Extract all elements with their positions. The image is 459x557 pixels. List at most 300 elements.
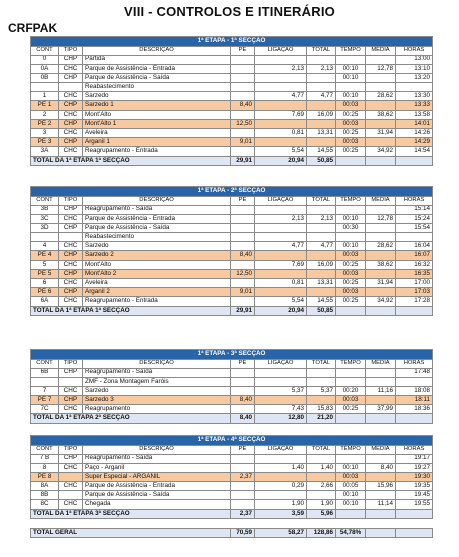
- cell-tipo: CHP: [59, 119, 83, 128]
- cell-tipo: [59, 472, 83, 481]
- table-row: [31, 377, 433, 386]
- cell-desc: Parque de Assistência - Saída: [83, 223, 231, 232]
- cell-lig: [255, 251, 307, 260]
- cell-media: 38,62: [366, 260, 396, 269]
- table-row: [31, 64, 433, 73]
- cell-desc: Partida: [83, 55, 231, 64]
- cell-tempo: 00:10: [336, 64, 366, 73]
- cell-horas: 14:01: [396, 119, 433, 128]
- cell-cont: 7C: [31, 405, 59, 414]
- cell-media: [366, 454, 396, 463]
- cell-tipo: CHC: [59, 64, 83, 73]
- grand-total-pct: 54,78%: [336, 529, 366, 538]
- section-total-empty: [336, 306, 366, 315]
- cell-lig: [255, 223, 307, 232]
- cell-total: 4,77: [307, 242, 336, 251]
- cell-tipo: CHP: [59, 73, 83, 82]
- column-header: MEDIA: [366, 359, 396, 368]
- table-row: [31, 500, 433, 509]
- cell-desc: Mont'Alto 1: [83, 119, 231, 128]
- column-header: DESCRIÇÃO: [83, 445, 231, 454]
- cell-lig: [255, 396, 307, 405]
- cell-desc: Sarzedo 2: [83, 251, 231, 260]
- section-total-empty: [336, 156, 366, 165]
- cell-tipo: CHC: [59, 147, 83, 156]
- cell-lig: [255, 83, 307, 92]
- cell-total: 13,31: [307, 279, 336, 288]
- section-total-empty: [336, 509, 366, 518]
- cell-cont: 8: [31, 463, 59, 472]
- cell-total: [307, 368, 336, 377]
- cell-total: 5,37: [307, 386, 336, 395]
- table-row: [31, 119, 433, 128]
- cell-total: [307, 205, 336, 214]
- table-row: [31, 242, 433, 251]
- cell-pe: [231, 491, 255, 500]
- cell-lig: [255, 73, 307, 82]
- cell-tempo: 00:03: [336, 269, 366, 278]
- cell-total: [307, 269, 336, 278]
- section-total-pe: 29,91: [231, 306, 255, 315]
- cell-lig: 0,81: [255, 129, 307, 138]
- cell-total: [307, 55, 336, 64]
- table-row: [31, 129, 433, 138]
- cell-lig: 0,81: [255, 279, 307, 288]
- cell-tipo: CHC: [59, 297, 83, 306]
- cell-tipo: CHC: [59, 214, 83, 223]
- cell-desc: Reagrupamento - Entrada: [83, 147, 231, 156]
- cell-tipo: CHC: [59, 129, 83, 138]
- table-row: [31, 396, 433, 405]
- cell-cont: 3C: [31, 214, 59, 223]
- cell-lig: [255, 288, 307, 297]
- header-row: [31, 196, 433, 205]
- cell-lig: 1,90: [255, 500, 307, 509]
- cell-media: [366, 119, 396, 128]
- cell-pe: [231, 279, 255, 288]
- cell-tipo: CHC: [59, 463, 83, 472]
- section-total-empty: [396, 156, 433, 165]
- cell-lig: 4,77: [255, 242, 307, 251]
- cell-tempo: [336, 233, 366, 242]
- cell-total: [307, 491, 336, 500]
- cell-tempo: 00:05: [336, 482, 366, 491]
- cell-media: [366, 396, 396, 405]
- grand-total-lig: 58,27: [255, 529, 307, 538]
- cell-cont: 2: [31, 110, 59, 119]
- cell-pe: [231, 368, 255, 377]
- section-total-empty: [366, 156, 396, 165]
- section-table: [30, 186, 433, 316]
- cell-total: [307, 454, 336, 463]
- cell-lig: [255, 368, 307, 377]
- cell-pe: [231, 454, 255, 463]
- section-total-empty: [366, 509, 396, 518]
- cell-tipo: CHP: [59, 454, 83, 463]
- table-row: [31, 83, 433, 92]
- cell-tempo: 00:03: [336, 101, 366, 110]
- column-header: LIGAÇÃO: [255, 445, 307, 454]
- cell-cont: 4: [31, 242, 59, 251]
- cell-desc: Mont'Alto: [83, 260, 231, 269]
- cell-horas: 15:24: [396, 214, 433, 223]
- cell-horas: 16:35: [396, 269, 433, 278]
- cell-lig: 2,13: [255, 214, 307, 223]
- cell-desc: Parque de Assistência - Entrada: [83, 482, 231, 491]
- table-row: [31, 260, 433, 269]
- cell-tipo: CHP: [59, 368, 83, 377]
- section-total-empty: [396, 414, 433, 423]
- cell-cont: 3D: [31, 223, 59, 232]
- cell-tempo: 00:25: [336, 260, 366, 269]
- table-row: [31, 454, 433, 463]
- table-row: [31, 233, 433, 242]
- column-header: TOTAL: [307, 359, 336, 368]
- cell-tempo: 00:03: [336, 472, 366, 481]
- cell-tempo: [336, 454, 366, 463]
- cell-horas: 19:55: [396, 500, 433, 509]
- column-header: TOTAL: [307, 46, 336, 55]
- section-total-empty: [366, 306, 396, 315]
- cell-media: 15,96: [366, 482, 396, 491]
- cell-lig: 5,37: [255, 386, 307, 395]
- cell-tipo: [59, 233, 83, 242]
- table-row: [31, 472, 433, 481]
- cell-horas: 18:11: [396, 396, 433, 405]
- section-total-empty: [396, 306, 433, 315]
- cell-horas: [396, 377, 433, 386]
- cell-tipo: CHP: [59, 223, 83, 232]
- cell-pe: 9,01: [231, 288, 255, 297]
- section-total-label: TOTAL DA 1ª ETAPA 3ª SECÇÃO: [31, 509, 231, 518]
- cell-tipo: CHP: [59, 288, 83, 297]
- column-header: TIPO: [59, 46, 83, 55]
- cell-cont: 8B: [31, 491, 59, 500]
- cell-horas: 19:45: [396, 491, 433, 500]
- cell-lig: 0,29: [255, 482, 307, 491]
- section-total-row: [31, 509, 433, 518]
- table-row: [31, 147, 433, 156]
- cell-tipo: CHP: [59, 101, 83, 110]
- cell-pe: [231, 110, 255, 119]
- cell-horas: 14:29: [396, 138, 433, 147]
- table-row: [31, 101, 433, 110]
- cell-media: [366, 288, 396, 297]
- cell-cont: 7: [31, 386, 59, 395]
- cell-desc: Reagrupamento - Saída: [83, 205, 231, 214]
- section-table: [30, 36, 433, 166]
- column-header: TEMPO: [336, 445, 366, 454]
- cell-media: [366, 138, 396, 147]
- cell-cont: 6A: [31, 297, 59, 306]
- cell-horas: 13:33: [396, 101, 433, 110]
- table-row: [31, 55, 433, 64]
- cell-pe: 8,40: [231, 251, 255, 260]
- cell-lig: [255, 119, 307, 128]
- column-header: PE: [231, 359, 255, 368]
- cell-cont: PE 3: [31, 138, 59, 147]
- table-row: [31, 269, 433, 278]
- section-total-label: TOTAL DA 1ª ETAPA 1ª SECÇÃO: [31, 156, 231, 165]
- cell-tempo: 00:25: [336, 147, 366, 156]
- cell-tempo: 00:03: [336, 288, 366, 297]
- cell-tempo: 00:03: [336, 119, 366, 128]
- cell-total: [307, 396, 336, 405]
- cell-tempo: 00:10: [336, 491, 366, 500]
- table-row: [31, 251, 433, 260]
- cell-pe: [231, 405, 255, 414]
- section-total-row: [31, 156, 433, 165]
- cell-pe: [231, 377, 255, 386]
- section-total-total: 50,85: [307, 156, 336, 165]
- cell-media: 11,14: [366, 500, 396, 509]
- cell-tempo: 00:10: [336, 242, 366, 251]
- cell-media: 34,92: [366, 297, 396, 306]
- column-header: TIPO: [59, 196, 83, 205]
- cell-tipo: CHC: [59, 242, 83, 251]
- section-total-pe: 2,37: [231, 509, 255, 518]
- cell-tempo: [336, 377, 366, 386]
- cell-pe: [231, 73, 255, 82]
- cell-cont: PE 6: [31, 288, 59, 297]
- table-row: [31, 368, 433, 377]
- table-row: [31, 288, 433, 297]
- cell-lig: 7,43: [255, 405, 307, 414]
- cell-horas: 13:00: [396, 55, 433, 64]
- section-total-lig: 12,80: [255, 414, 307, 423]
- cell-media: [366, 368, 396, 377]
- column-header: CONT: [31, 196, 59, 205]
- cell-lig: 7,69: [255, 110, 307, 119]
- cell-total: 16,09: [307, 110, 336, 119]
- cell-media: 28,62: [366, 92, 396, 101]
- cell-media: 31,94: [366, 279, 396, 288]
- column-header: TEMPO: [336, 46, 366, 55]
- cell-lig: [255, 454, 307, 463]
- section-title: 1ª ETAPA - 1ª SECÇÃO: [31, 37, 433, 47]
- header-row: [31, 46, 433, 55]
- cell-lig: [255, 233, 307, 242]
- cell-total: 14,55: [307, 297, 336, 306]
- cell-cont: 0A: [31, 64, 59, 73]
- cell-total: [307, 223, 336, 232]
- cell-lig: [255, 138, 307, 147]
- cell-tipo: CHC: [59, 405, 83, 414]
- cell-lig: [255, 269, 307, 278]
- cell-tipo: CHC: [59, 500, 83, 509]
- cell-desc: Mont'Alto: [83, 110, 231, 119]
- cell-desc: Parque de Assistência - Saída: [83, 491, 231, 500]
- cell-total: [307, 251, 336, 260]
- column-header: DESCRIÇÃO: [83, 196, 231, 205]
- cell-desc: Super Especial - ARGANIL: [83, 472, 231, 481]
- table-row: [31, 279, 433, 288]
- table-row: [31, 223, 433, 232]
- cell-desc: Aveleira: [83, 279, 231, 288]
- cell-desc: Mont'Alto 2: [83, 269, 231, 278]
- cell-media: [366, 55, 396, 64]
- header-row: [31, 445, 433, 454]
- grand-total-empty: [366, 529, 396, 538]
- cell-lig: [255, 101, 307, 110]
- cell-media: [366, 491, 396, 500]
- column-header: CONT: [31, 46, 59, 55]
- column-header: TEMPO: [336, 196, 366, 205]
- cell-total: 14,55: [307, 147, 336, 156]
- cell-desc: Aveleira: [83, 129, 231, 138]
- cell-tempo: 00:03: [336, 138, 366, 147]
- cell-total: 2,13: [307, 214, 336, 223]
- table-row: [31, 482, 433, 491]
- grand-total-pe: 70,59: [231, 529, 255, 538]
- cell-desc: Reagrupamento: [83, 405, 231, 414]
- column-header: LIGAÇÃO: [255, 196, 307, 205]
- page-title: VIII - CONTROLOS E ITINERÁRIO: [124, 4, 335, 19]
- cell-total: 1,40: [307, 463, 336, 472]
- cell-tipo: CHC: [59, 260, 83, 269]
- cell-lig: [255, 491, 307, 500]
- cell-pe: [231, 242, 255, 251]
- cell-cont: 7 B: [31, 454, 59, 463]
- cell-desc: Reabastecimento: [83, 83, 231, 92]
- cell-pe: 9,01: [231, 138, 255, 147]
- section-total-row: [31, 414, 433, 423]
- cell-total: 16,09: [307, 260, 336, 269]
- table-row: [31, 297, 433, 306]
- cell-horas: 14:54: [396, 147, 433, 156]
- cell-tempo: [336, 55, 366, 64]
- cell-horas: 16:04: [396, 242, 433, 251]
- cell-tempo: 00:25: [336, 129, 366, 138]
- column-header: MEDIA: [366, 445, 396, 454]
- cell-tempo: 00:03: [336, 396, 366, 405]
- cell-lig: [255, 377, 307, 386]
- section-total-total: 21,20: [307, 414, 336, 423]
- cell-horas: [396, 233, 433, 242]
- cell-desc: ZMF - Zona Montagem Faróis: [83, 377, 231, 386]
- section-band: [31, 187, 433, 197]
- cell-pe: [231, 482, 255, 491]
- cell-media: 28,62: [366, 242, 396, 251]
- cell-total: [307, 288, 336, 297]
- cell-desc: Sarzedo 3: [83, 396, 231, 405]
- table-row: [31, 386, 433, 395]
- section-band: [31, 37, 433, 47]
- cell-desc: Sarzedo: [83, 386, 231, 395]
- cell-tempo: 00:25: [336, 279, 366, 288]
- cell-lig: [255, 55, 307, 64]
- cell-tempo: [336, 83, 366, 92]
- cell-tipo: CHC: [59, 482, 83, 491]
- cell-desc: Parque de Assistência - Saída: [83, 73, 231, 82]
- table-row: [31, 491, 433, 500]
- cell-tipo: CHC: [59, 386, 83, 395]
- grand-total-table: [30, 528, 433, 538]
- section-total-lig: 20,94: [255, 156, 307, 165]
- cell-tempo: 00:03: [336, 251, 366, 260]
- cell-cont: 6B: [31, 368, 59, 377]
- column-header: HORAS: [396, 359, 433, 368]
- cell-pe: 12,50: [231, 119, 255, 128]
- grand-total-empty: [396, 529, 433, 538]
- cell-total: 2,66: [307, 482, 336, 491]
- cell-horas: 19:30: [396, 472, 433, 481]
- cell-media: [366, 377, 396, 386]
- cell-lig: 1,40: [255, 463, 307, 472]
- column-header: TOTAL: [307, 445, 336, 454]
- cell-total: 15,83: [307, 405, 336, 414]
- cell-desc: Paço - Arganil: [83, 463, 231, 472]
- section-table: [30, 349, 433, 424]
- cell-cont: 0: [31, 55, 59, 64]
- cell-tempo: [336, 205, 366, 214]
- table-row: [31, 110, 433, 119]
- column-header: CONT: [31, 359, 59, 368]
- cell-tempo: 00:10: [336, 214, 366, 223]
- section-total-empty: [396, 509, 433, 518]
- cell-tempo: 00:10: [336, 73, 366, 82]
- cell-pe: [231, 214, 255, 223]
- cell-pe: [231, 223, 255, 232]
- section-total-lig: 3,59: [255, 509, 307, 518]
- cell-pe: 12,50: [231, 269, 255, 278]
- cell-pe: 2,37: [231, 472, 255, 481]
- cell-tipo: CHC: [59, 92, 83, 101]
- cell-tipo: CHC: [59, 110, 83, 119]
- grand-total-label: TOTAL GERAL: [31, 529, 231, 538]
- cell-pe: [231, 55, 255, 64]
- cell-total: [307, 377, 336, 386]
- column-header: PE: [231, 46, 255, 55]
- cell-total: [307, 472, 336, 481]
- column-header: HORAS: [396, 196, 433, 205]
- cell-horas: 17:00: [396, 279, 433, 288]
- cell-desc: Reabastecimento: [83, 233, 231, 242]
- cell-total: [307, 119, 336, 128]
- column-header: CONT: [31, 445, 59, 454]
- section-title: 1ª ETAPA - 3ª SECÇÃO: [31, 350, 433, 360]
- cell-media: 12,78: [366, 214, 396, 223]
- cell-pe: [231, 297, 255, 306]
- cell-pe: 8,40: [231, 101, 255, 110]
- cell-tipo: [59, 377, 83, 386]
- cell-tipo: CHP: [59, 396, 83, 405]
- column-header: PE: [231, 196, 255, 205]
- section-title: 1ª ETAPA - 4ª SECÇÃO: [31, 436, 433, 446]
- cell-desc: Arganil 2: [83, 288, 231, 297]
- cell-media: 11,16: [366, 386, 396, 395]
- cell-desc: Sarzedo: [83, 242, 231, 251]
- cell-media: [366, 73, 396, 82]
- section-total-row: [31, 306, 433, 315]
- cell-media: [366, 472, 396, 481]
- cell-tempo: 00:25: [336, 297, 366, 306]
- cell-total: [307, 73, 336, 82]
- column-header: DESCRIÇÃO: [83, 46, 231, 55]
- cell-desc: Reagrupamento - Entrada: [83, 297, 231, 306]
- cell-cont: PE 4: [31, 251, 59, 260]
- column-header: HORAS: [396, 445, 433, 454]
- section-total-empty: [336, 414, 366, 423]
- cell-pe: [231, 64, 255, 73]
- cell-tipo: CHC: [59, 279, 83, 288]
- cell-total: 1,90: [307, 500, 336, 509]
- cell-desc: Arganil 1: [83, 138, 231, 147]
- cell-horas: 14:26: [396, 129, 433, 138]
- cell-tempo: 00:30: [336, 223, 366, 232]
- cell-pe: [231, 386, 255, 395]
- cell-desc: Parque de Assistência - Entrada: [83, 214, 231, 223]
